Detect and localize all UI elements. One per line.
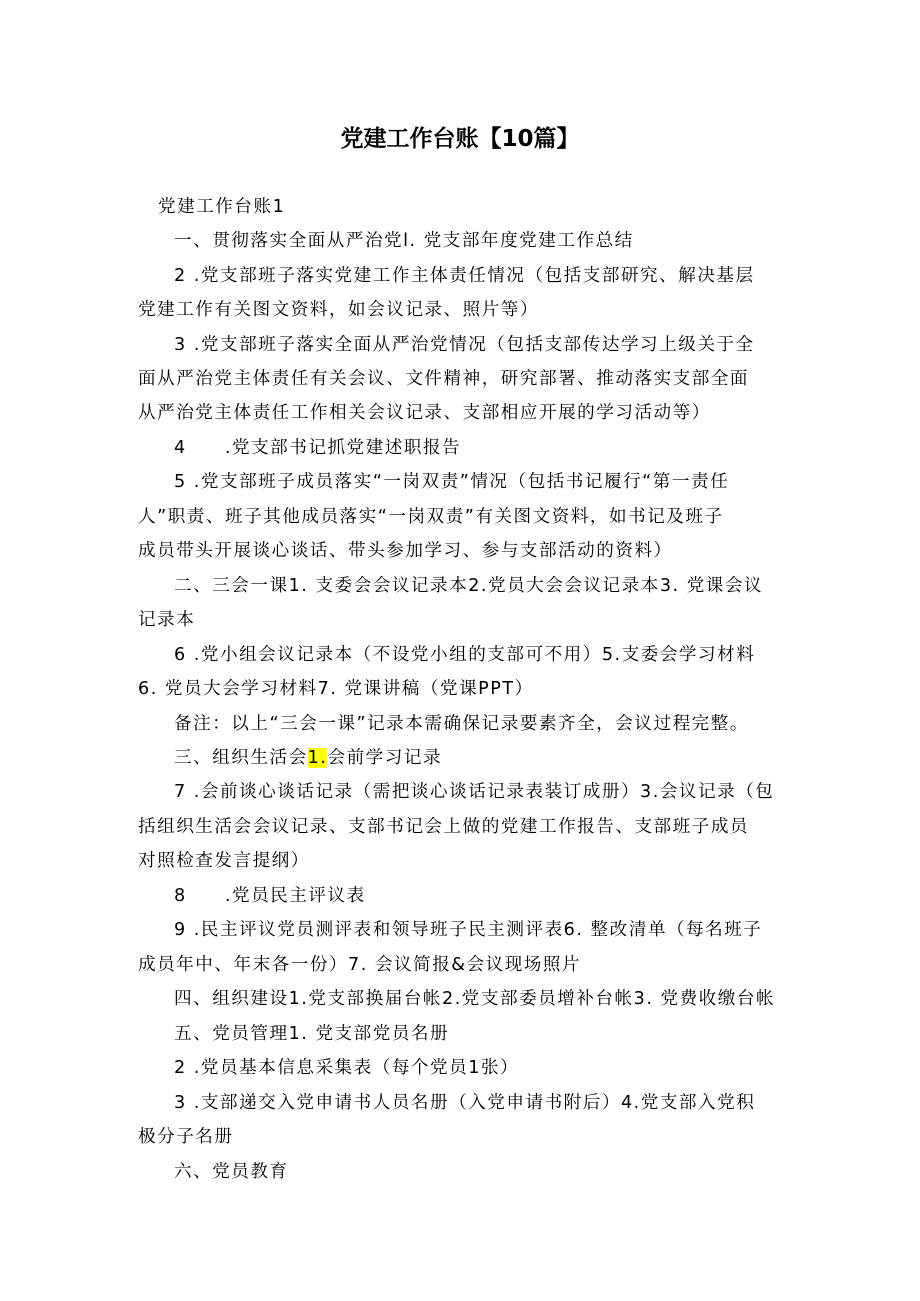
text-line: 8 .党员民主评议表 [174, 886, 366, 906]
text-line: 6 .党小组会议记录本（不设党小组的支部可不用）5.支委会学习材料 [174, 645, 756, 665]
text-line: 括组织生活会会议记录、支部书记会上做的党建工作报告、支部班子成员 [138, 817, 750, 837]
text-line: 3 .党支部班子落实全面从严治党情况（包括支部传达学习上级关于全 [174, 335, 755, 355]
text-line: 六、党员教育 [174, 1162, 289, 1182]
text-line: 2 .党员基本信息采集表（每个党员1张） [174, 1058, 520, 1078]
text-line: 从严治党主体责任工作相关会议记录、支部相应开展的学习活动等） [138, 403, 711, 423]
text-line: 五、党员管理1. 党支部党员名册 [174, 1024, 450, 1044]
text-line: 党建工作台账1 [158, 197, 286, 217]
text-line: 9 .民主评议党员测评表和领导班子民主测评表6. 整改清单（每名班子 [174, 920, 763, 940]
text-segment: 三、组织生活会 [174, 748, 308, 768]
text-line: 3 .支部递交入党申请书人员名册（入党申请书附后）4.党支部入党积 [174, 1093, 756, 1113]
text-line: 成员年中、年末各一份）7. 会议简报&会议现场照片 [138, 955, 582, 975]
text-line: 四、组织建设1.党支部换届台帐2.党支部委员增补台帐3. 党费收缴台帐 [174, 989, 776, 1009]
text-line: 4 .党支部书记抓党建述职报告 [174, 438, 462, 458]
text-line: 一、贯彻落实全面从严治党l. 党支部年度党建工作总结 [174, 231, 634, 251]
text-line: 5 .党支部班子成员落实“一岗双责”情况（包括书记履行“第一责任 [174, 472, 730, 492]
text-line: 对照检查发言提纲） [138, 851, 310, 871]
text-line: 党建工作有关图文资料，如会议记录、照片等） [138, 300, 539, 320]
text-line: 2 .党支部班子落实党建工作主体责任情况（包括支部研究、解决基层 [174, 266, 755, 286]
text-line: 二、三会一课1. 支委会会议记录本2.党员大会会议记录本3. 党课会议 [174, 576, 764, 596]
text-line: 面从严治党主体责任有关会议、文件精神，研究部署、推动落实支部全面 [138, 369, 750, 389]
text-segment: 会前学习记录 [327, 748, 443, 768]
text-line: 人”职责、班子其他成员落实“一岗双责”有关图文资料，如书记及班子 [138, 507, 724, 527]
text-line: 备注：以上“三会一课”记录本需确保记录要素齐全，会议过程完整。 [174, 714, 749, 734]
text-line: 7 .会前谈心谈话记录（需把谈心谈话记录表装订成册）3.会议记录（包 [174, 782, 775, 802]
document-title: 党建工作台账【10篇】 [340, 126, 580, 152]
text-line: 极分子名册 [138, 1127, 234, 1147]
text-line: 6. 党员大会学习材料7. 党课讲稿（党课PPT） [138, 679, 534, 699]
text-line: 记录本 [138, 610, 196, 630]
text-line [174, 746, 442, 770]
highlighted-text: 1. [307, 748, 328, 768]
text-line: 成员带头开展谈心谈话、带头参加学习、参与支部活动的资料） [138, 541, 673, 561]
